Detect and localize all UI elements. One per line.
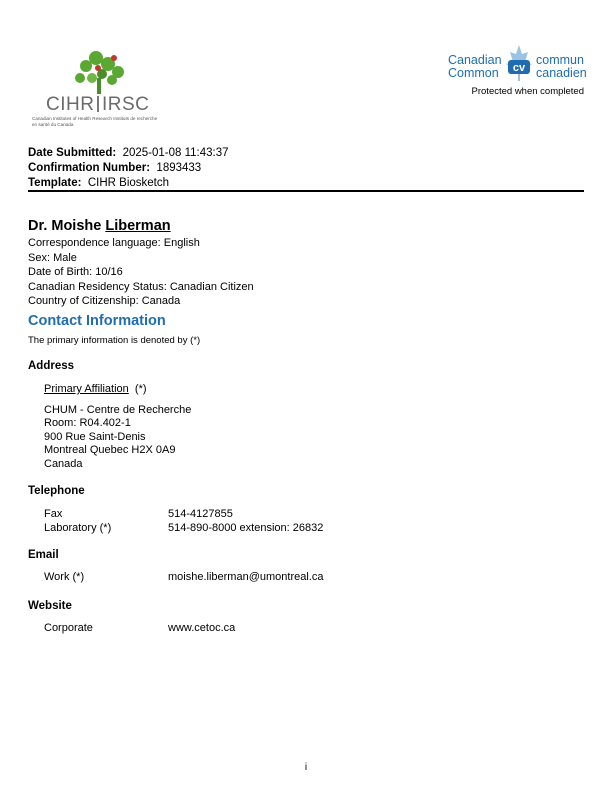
tree-leaves-icon [68,48,138,96]
address-line: CHUM - Centre de Recherche [44,403,192,416]
header-divider [28,190,584,192]
contact-section-title: Contact Information [28,313,166,329]
residency-status: Canadian Residency Status: Canadian Citizen [28,280,254,293]
website-link[interactable]: www.cetoc.ca [168,622,236,634]
name-prefix: Dr. Moishe [28,218,102,234]
ccv-center-text: cv [512,62,526,74]
affiliation-label: Primary Affiliation [44,383,129,395]
page-number: i [304,762,308,773]
submission-meta [28,146,229,191]
affiliation-marker: (*) [134,383,147,395]
telephone-label: Laboratory (*) [44,522,112,534]
date-of-birth: Date of Birth: 10/16 [28,266,123,278]
cihr-sub-en: Canadian Institutes of Health Research [32,116,112,121]
address-line: 900 Rue Saint-Denis [44,430,146,443]
template-label: Template: [28,177,82,189]
ccv-right-line2: canadien [536,66,587,80]
website-row-corporate [44,622,235,634]
ccv-right-words [536,54,587,80]
address-block [44,383,191,471]
address-line: Room: R04.402-1 [44,417,131,429]
address-line: Montreal Quebec H2X 0A9 [44,444,176,456]
cihr-right-text: IRSC [101,94,150,115]
email-heading: Email [28,549,59,561]
cihr-subtitle [32,116,162,127]
telephone-value: 514-4127855 [168,508,233,520]
telephone-heading: Telephone [28,485,85,497]
person-info [28,217,254,309]
address-line: Canada [44,457,83,470]
ccv-logo [448,44,586,82]
cihr-wordmark [46,94,149,116]
address-heading: Address [28,360,75,372]
ccv-left-line2: Common [448,66,499,80]
date-submitted-value: 2025-01-08 11:43:37 [122,147,229,159]
ccv-left-line1: Canadian [448,53,502,67]
telephone-row-fax [44,508,233,520]
telephone-label: Fax [44,508,63,520]
primary-note: The primary information is denoted by (*) [28,335,201,346]
email-label: Work (*) [44,571,85,583]
confirmation-label: Confirmation Number: [28,162,151,174]
cihr-sub-fr: Instituts de recherche en santé du Canada [32,116,158,127]
template-value: CIHR Biosketch [87,177,170,189]
date-submitted-row [28,146,229,161]
cihr-left-text: CIHR [46,94,95,115]
primary-affiliation [44,383,191,397]
correspondence-language: Correspondence language: English [28,237,200,249]
protected-note: Protected when completed [471,86,584,97]
citizenship: Country of Citizenship: Canada [28,295,181,307]
date-submitted-label: Date Submitted: [28,147,117,159]
ccv-right-line1: commun [536,53,584,67]
sex: Sex: Male [28,251,77,264]
template-row [28,176,229,191]
address-lines [44,404,191,472]
email-value[interactable]: moishe.liberman@umontreal.ca [168,571,324,583]
email-row-work [44,571,323,583]
ccv-left-words [448,54,502,80]
website-heading: Website [28,600,72,612]
person-name [28,217,254,235]
maple-leaf-icon [504,44,534,82]
website-label: Corporate [44,622,93,634]
confirmation-row [28,161,229,176]
telephone-value: 514-890-8000 extension: 26832 [168,522,324,534]
telephone-row-lab [44,522,323,534]
surname: Liberman [105,218,171,234]
confirmation-value: 1893433 [156,162,202,174]
cihr-logo [28,44,163,126]
